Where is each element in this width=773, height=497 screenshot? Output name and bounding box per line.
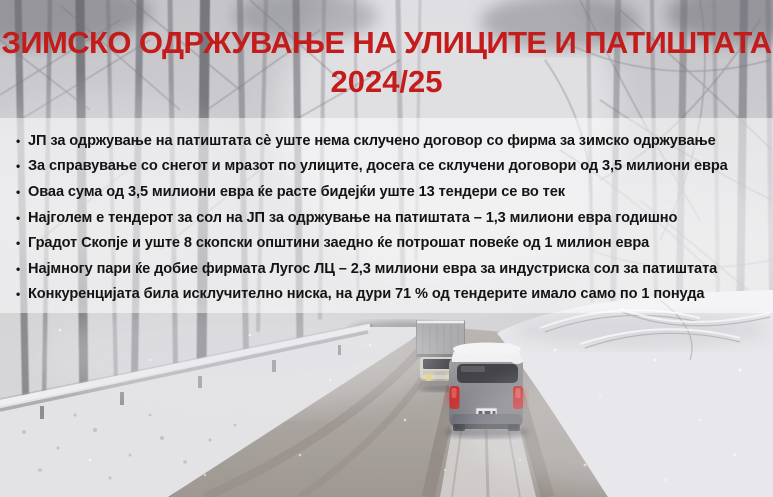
bullet-item bbox=[8, 256, 773, 282]
bullet-marker: • bbox=[15, 133, 21, 148]
bullet-marker: • bbox=[15, 210, 21, 225]
bullet-marker: • bbox=[15, 184, 21, 199]
bullet-item bbox=[8, 205, 773, 231]
bullet-text: Најмногу пари ќе добие фирмата Лугос ЛЦ – 2,3 милиони евра за индустриска сол за патиштата bbox=[28, 260, 718, 277]
slide-title bbox=[0, 23, 773, 101]
bullet-text: ЈП за одржување на патиштата сè уште нема склучено договор со фирма за зимско одржување bbox=[28, 132, 716, 149]
bullet-item bbox=[8, 230, 773, 256]
title-line-2: 2024/25 bbox=[330, 64, 443, 99]
bullet-item bbox=[8, 282, 773, 308]
bullet-marker: • bbox=[15, 287, 21, 302]
bullet-marker: • bbox=[15, 236, 21, 251]
bullet-text: Конкуренцијата била исклучително ниска, на дури 71 % од тендерите имало само по 1 понуда bbox=[28, 286, 705, 303]
bullet-marker: • bbox=[15, 261, 21, 276]
bullet-item bbox=[8, 128, 773, 154]
bullet-list bbox=[8, 128, 773, 307]
bullet-item bbox=[8, 154, 773, 180]
bullet-text: За справување со снегот и мразот по улиците, досега се склучени договори од 3,5 милиони евра bbox=[28, 158, 728, 175]
title-line-1: ЗИМСКО ОДРЖУВАЊЕ НА УЛИЦИТЕ И ПАТИШТАТА bbox=[1, 25, 772, 60]
bullet-text: Најголем е тендерот за сол на ЈП за одржување на патиштата – 1,3 милиони евра годишно bbox=[28, 209, 678, 226]
bullet-text: Оваа сума од 3,5 милиони евра ќе расте бидејќи уште 13 тендери се во тек bbox=[28, 183, 565, 200]
bullet-text: Градот Скопје и уште 8 скопски општини заедно ќе потрошат повеќе од 1 милион евра bbox=[28, 235, 650, 252]
bullet-marker: • bbox=[15, 159, 21, 174]
bullet-item bbox=[8, 179, 773, 205]
